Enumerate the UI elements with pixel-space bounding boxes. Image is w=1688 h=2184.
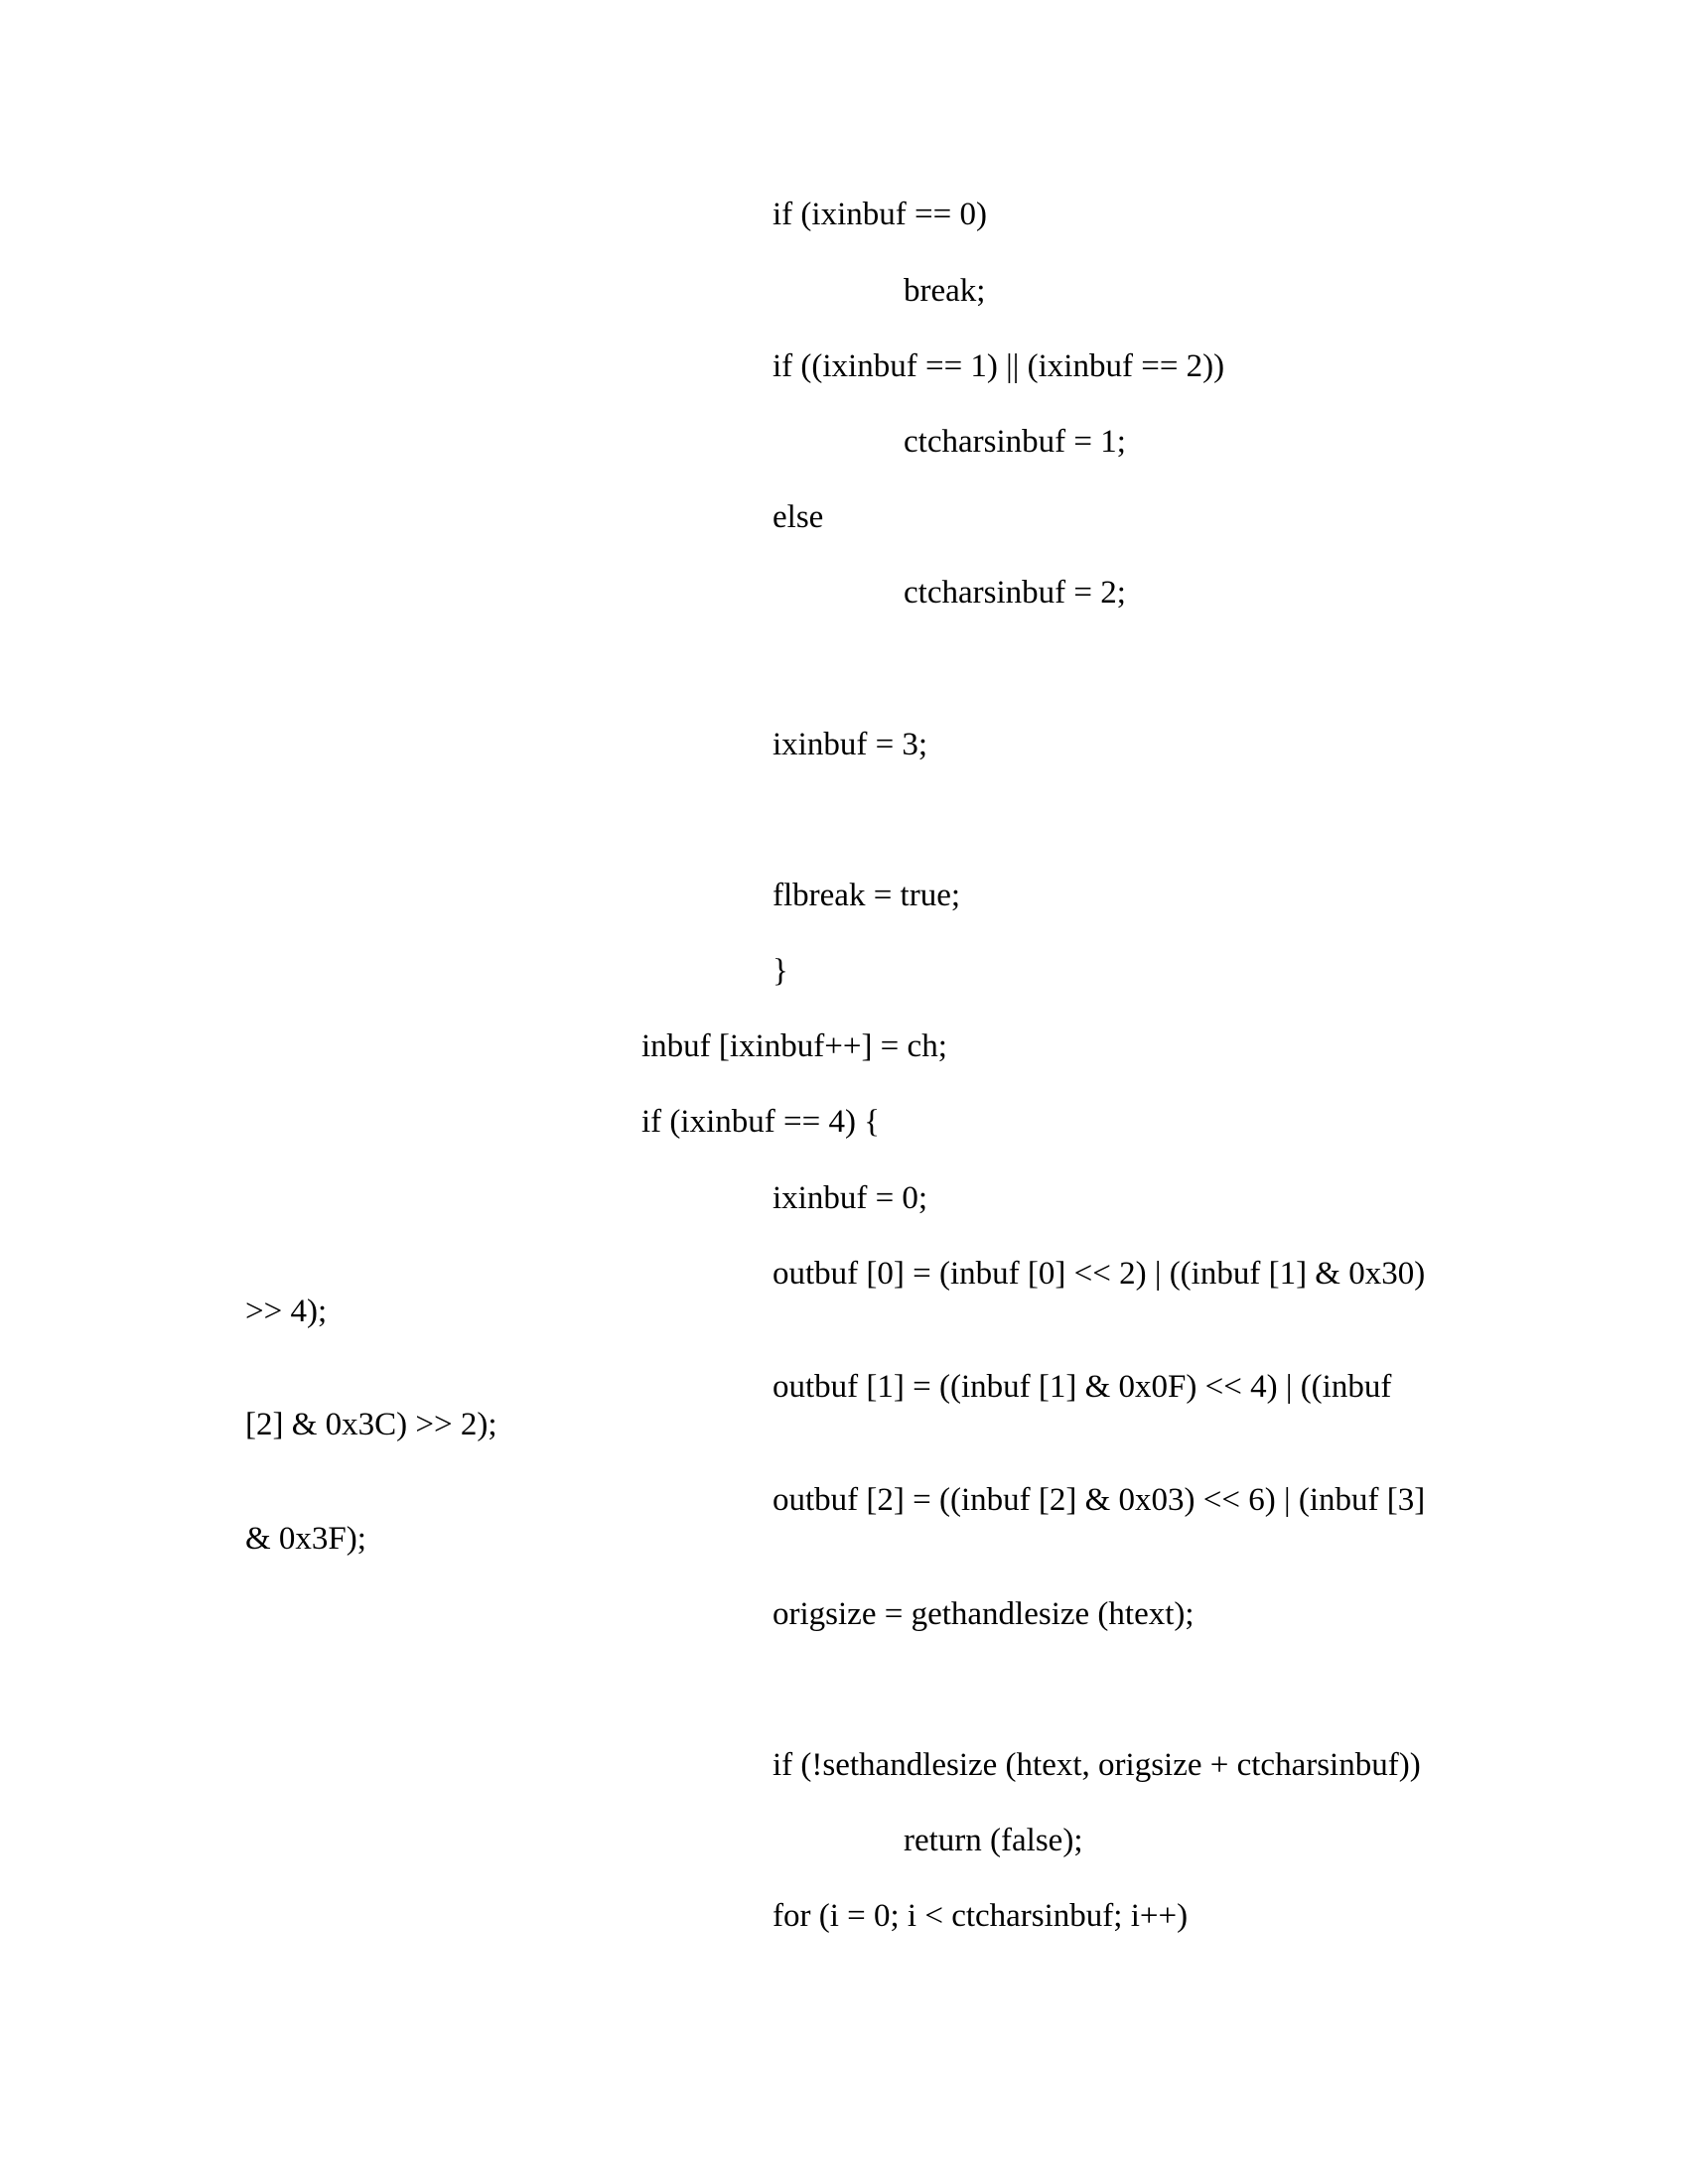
code-line-13: outbuf [0] = (inbuf [0] << 2) | ((inbuf [1] & 0x30) [773, 1256, 1426, 1292]
code-line-12: ixinbuf = 0; [773, 1180, 928, 1216]
code-line-22: for (i = 0; i < ctcharsinbuf; i++) [773, 1898, 1189, 1934]
code-line-3: if ((ixinbuf == 1) || (ixinbuf == 2)) [773, 348, 1225, 384]
code-line-16: [2] & 0x3C) >> 2); [245, 1407, 497, 1442]
code-line-19: origsize = gethandlesize (htext); [773, 1596, 1195, 1632]
code-line-10: inbuf [ixinbuf++] = ch; [641, 1028, 947, 1064]
code-line-11: if (ixinbuf == 4) { [641, 1104, 881, 1140]
code-line-20: if (!sethandlesize (htext, origsize + ctcharsinbuf)) [773, 1747, 1421, 1783]
code-line-21: return (false); [904, 1823, 1083, 1858]
code-line-6: ctcharsinbuf = 2; [904, 575, 1126, 611]
code-line-2: break; [904, 273, 986, 309]
code-line-5: else [773, 499, 824, 535]
code-line-18: & 0x3F); [245, 1521, 366, 1557]
code-line-1: if (ixinbuf == 0) [773, 197, 987, 232]
code-line-14: >> 4); [245, 1294, 328, 1329]
code-line-15: outbuf [1] = ((inbuf [1] & 0x0F) << 4) | ((inbuf [773, 1369, 1392, 1405]
code-line-17: outbuf [2] = ((inbuf [2] & 0x03) << 6) | (inbuf [3] [773, 1482, 1426, 1518]
code-line-4: ctcharsinbuf = 1; [904, 424, 1126, 460]
code-line-8: flbreak = true; [773, 878, 961, 913]
code-line-9: } [773, 953, 788, 989]
code-line-7: ixinbuf = 3; [773, 727, 928, 762]
